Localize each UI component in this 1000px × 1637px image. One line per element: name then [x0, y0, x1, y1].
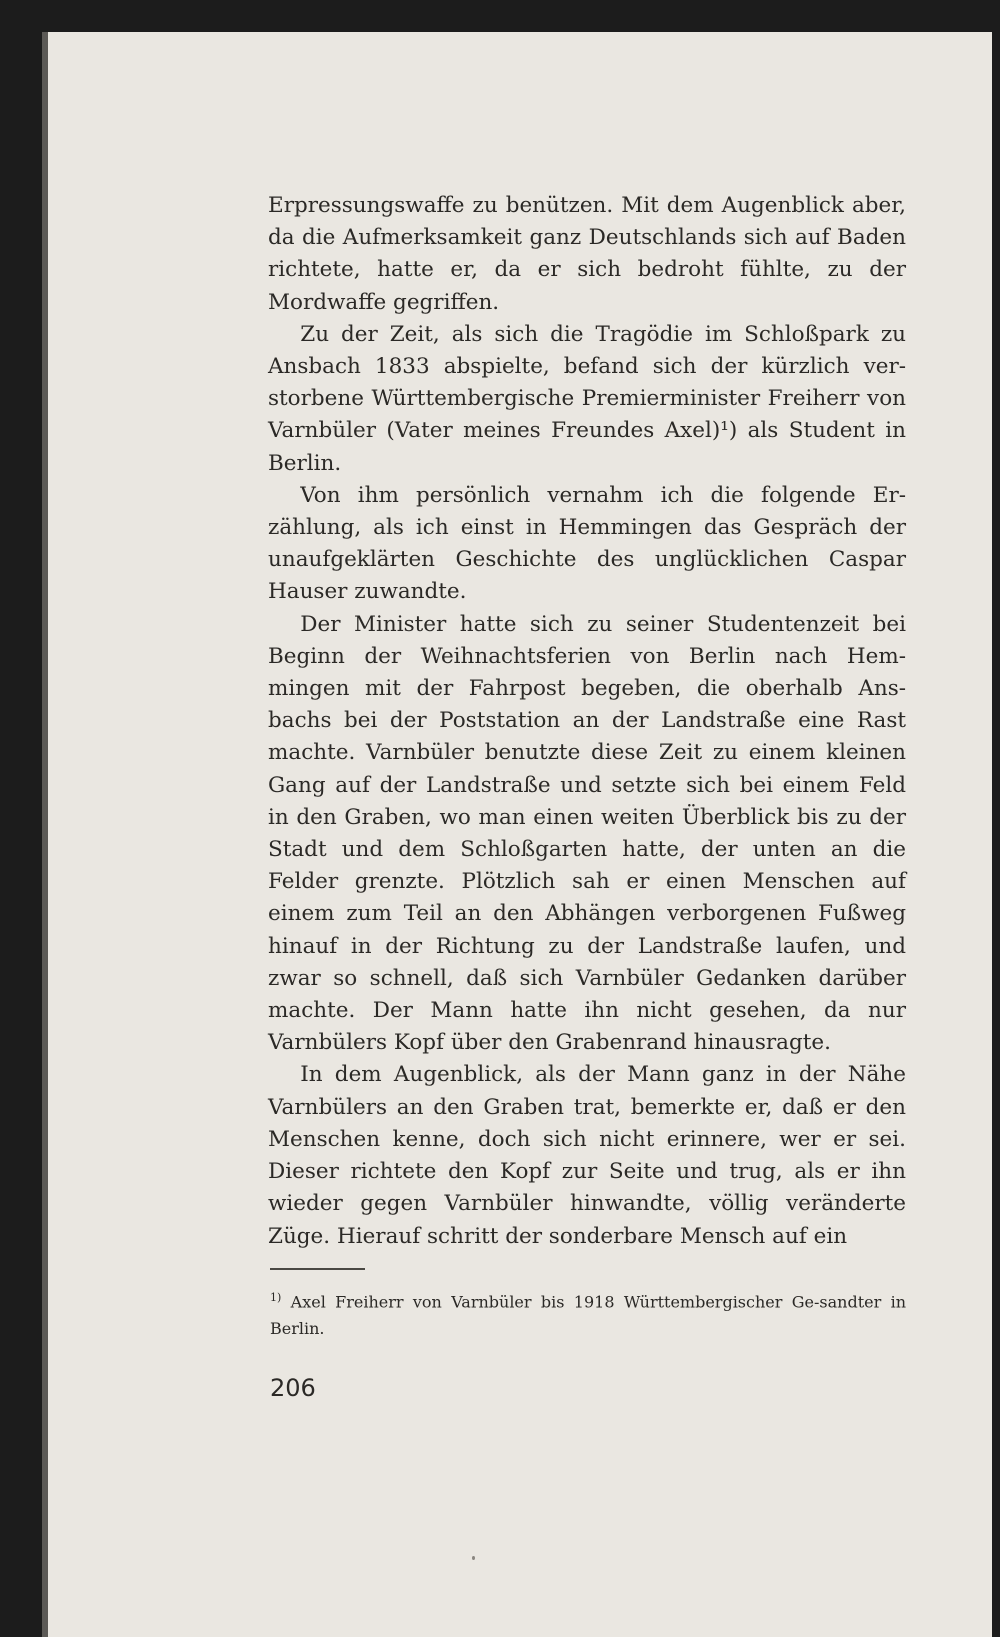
paragraph: Von ihm persönlich vernahm ich die folgende Er-zählung, als ich einst in Hemmingen das Gespräch der unaufgeklärten Geschichte des unglücklichen Caspar Hauser zuwandte.	[268, 482, 906, 605]
footnote-text: Axel Freiherr von Varnbüler bis 1918 Württembergischer Ge-sandter in Berlin.	[270, 1292, 906, 1339]
footnote-divider	[270, 1268, 365, 1270]
book-page	[42, 32, 992, 1637]
paper-speck	[472, 1556, 475, 1560]
paragraph: Erpressungswaffe zu benützen. Mit dem Augenblick aber, da die Aufmerksamkeit ganz Deutschlands sich auf Baden richtete, hatte er, da er sich bedroht fühlte, zu der Mordwaffe gegriffen.	[268, 193, 906, 315]
paragraph: In dem Augenblick, als der Mann ganz in der Nähe Varnbülers an den Graben trat, bemerkte er, daß er den Menschen kenne, doch sich nicht erinnere, wer er sei. Dieser richtete den Kopf zur Seite und trug, als er ihn wieder gegen Varnbüler hinwandte, völlig veränderte Züge. Hierauf schritt der sonderbare Mensch auf ein	[268, 1062, 906, 1249]
footnote	[270, 1284, 906, 1342]
page-number: 206	[270, 1374, 316, 1402]
paragraph: Zu der Zeit, als sich die Tragödie im Schloßpark zu Ansbach 1833 abspielte, befand sich der kürzlich ver-storbene Württembergische Premierminister Freiherr von Varnbüler (Vater meines Freundes Axel)¹) als Student in Berlin.	[268, 321, 906, 476]
footnote-marker: 1)	[270, 1291, 282, 1304]
body-text	[268, 190, 906, 1253]
paragraph: Der Minister hatte sich zu seiner Studentenzeit bei Beginn der Weihnachtsferien von Berlin nach Hem-mingen mit der Fahrpost begeben, die oberhalb Ans-bachs bei der Poststation an der Landstraße eine Rast machte. Varnbüler benutzte diese Zeit zu einem kleinen Gang auf der Landstraße und setzte sich bei einem Feld in den Graben, wo man einen weiten Überblick bis zu der Stadt und dem Schloßgarten hatte, der unten an die Felder grenzte. Plötzlich sah er einen Menschen auf einem zum Teil an den Abhängen verborgenen Fußweg hinauf in der Richtung zu der Landstraße laufen, und zwar so schnell, daß sich Varnbüler Gedanken darüber machte. Der Mann hatte ihn nicht gesehen, da nur Varnbülers Kopf über den Grabenrand hinausragte.	[268, 611, 906, 1056]
